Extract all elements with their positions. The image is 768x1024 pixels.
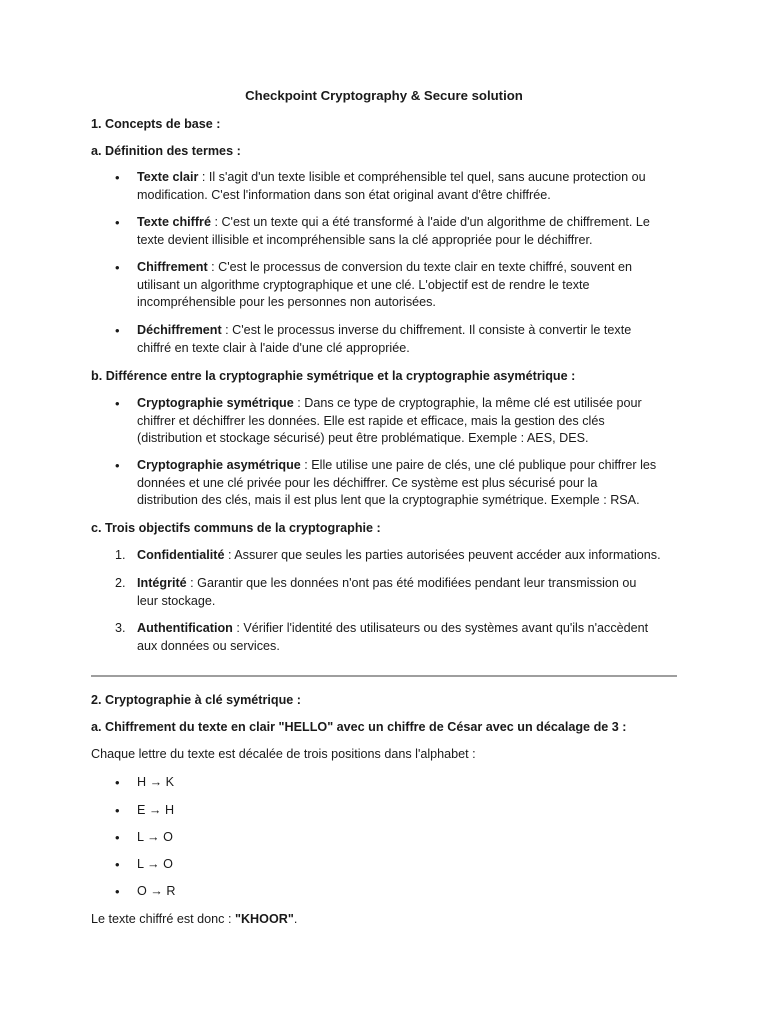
conclusion-suffix: . [293,912,298,926]
caesar-conclusion [91,911,297,928]
conclusion-prefix: Le texte chiffré est donc : [91,912,235,926]
objective-term: Authentification [137,621,233,635]
objective-text: aux données ou services. [137,638,280,653]
caesar-mapping: O → R [137,884,176,898]
definition-text: utilisant un algorithme cryptographique et une clé. L'objectif est de rendre le texte [137,277,590,292]
bullet-marker: • [115,170,120,185]
section-1a-heading: a. Définition des termes : [91,144,241,158]
comparison-text: : Elle utilise une paire de clés, une clé publique pour chiffrer les [300,458,657,472]
list-number: 3. [115,621,126,635]
section-2-heading: 2. Cryptographie à clé symétrique : [91,693,301,707]
section-1c-heading: c. Trois objectifs communs de la cryptographie : [91,521,381,535]
comparison-text: distribution des clés, mais il est plus lent que la cryptographie symétrique. Exemple : RSA. [137,493,640,508]
section-1-heading: 1. Concepts de base : [91,117,221,131]
objective-text: : Assurer que seules les parties autorisées peuvent accéder aux informations. [224,548,661,562]
definition-term: Déchiffrement [137,323,222,337]
list-number: 1. [115,548,126,562]
comparison-text: chiffrer et déchiffrer les données. Elle est rapide et efficace, mais la gestion des clés [137,413,605,428]
objective-text: leur stockage. [137,593,216,608]
definition-text: incompréhensible pour les personnes non autorisées. [137,295,436,310]
caesar-mapping: H → K [137,775,175,789]
comparison-term: Cryptographie symétrique [137,396,294,410]
caesar-mapping: E → H [137,803,175,817]
objective-text: : Garantir que les données n'ont pas été modifiées pendant leur transmission ou [186,576,637,590]
definition-text: modification. C'est l'information dans son état original avant d'être chiffrée. [137,187,551,202]
definition-text: chiffré en texte clair à l'aide d'une clé appropriée. [137,340,410,355]
bullet-marker: • [115,396,120,411]
document-title: Checkpoint Cryptography & Secure solution [245,88,523,103]
objective-term: Confidentialité [137,548,225,562]
definition-text: : C'est le processus de conversion du texte clair en texte chiffré, souvent en [207,260,632,274]
definition-text: : Il s'agit d'un texte lisible et compréhensible tel quel, sans aucune protection ou [198,170,646,184]
bullet-marker: • [115,458,120,473]
bullet-marker: • [115,775,120,790]
definition-text: : C'est un texte qui a été transformé à l'aide d'un algorithme de chiffrement. Le [210,215,650,229]
definition-term: Texte clair [137,170,199,184]
section-1b-heading: b. Différence entre la cryptographie symétrique et la cryptographie asymétrique : [91,369,576,383]
bullet-marker: • [115,884,120,899]
bullet-marker: • [115,803,120,818]
definition-term: Chiffrement [137,260,208,274]
definition-text: : C'est le processus inverse du chiffrement. Il consiste à convertir le texte [221,323,632,337]
bullet-marker: • [115,323,120,338]
bullet-marker: • [115,830,120,845]
definition-text: texte devient illisible et incompréhensible sans la clé appropriée pour le déchiffrer. [137,232,593,247]
comparison-text: (distribution et stockage sécurisé) peut être problématique. Exemple : AES, DES. [137,431,589,446]
comparison-text: données et une clé privée pour les déchiffrer. Ce système est plus sécurisé pour la [137,475,598,490]
comparison-term: Cryptographie asymétrique [137,458,301,472]
caesar-mapping: L → O [137,830,173,844]
caesar-intro: Chaque lettre du texte est décalée de trois positions dans l'alphabet : [91,747,476,761]
section-2a-heading: a. Chiffrement du texte en clair "HELLO" avec un chiffre de César avec un décalage de 3 : [91,720,627,734]
definition-term: Texte chiffré [137,215,211,229]
list-number: 2. [115,576,126,590]
section-divider [91,675,677,677]
caesar-mapping: L → O [137,857,173,871]
objective-term: Intégrité [137,576,187,590]
bullet-marker: • [115,857,120,872]
bullet-marker: • [115,260,120,275]
bullet-marker: • [115,215,120,230]
cipher-result: "KHOOR" [234,912,294,926]
comparison-text: : Dans ce type de cryptographie, la même clé est utilisée pour [293,396,642,410]
objective-text: : Vérifier l'identité des utilisateurs ou des systèmes avant qu'ils n'accèdent [232,621,649,635]
